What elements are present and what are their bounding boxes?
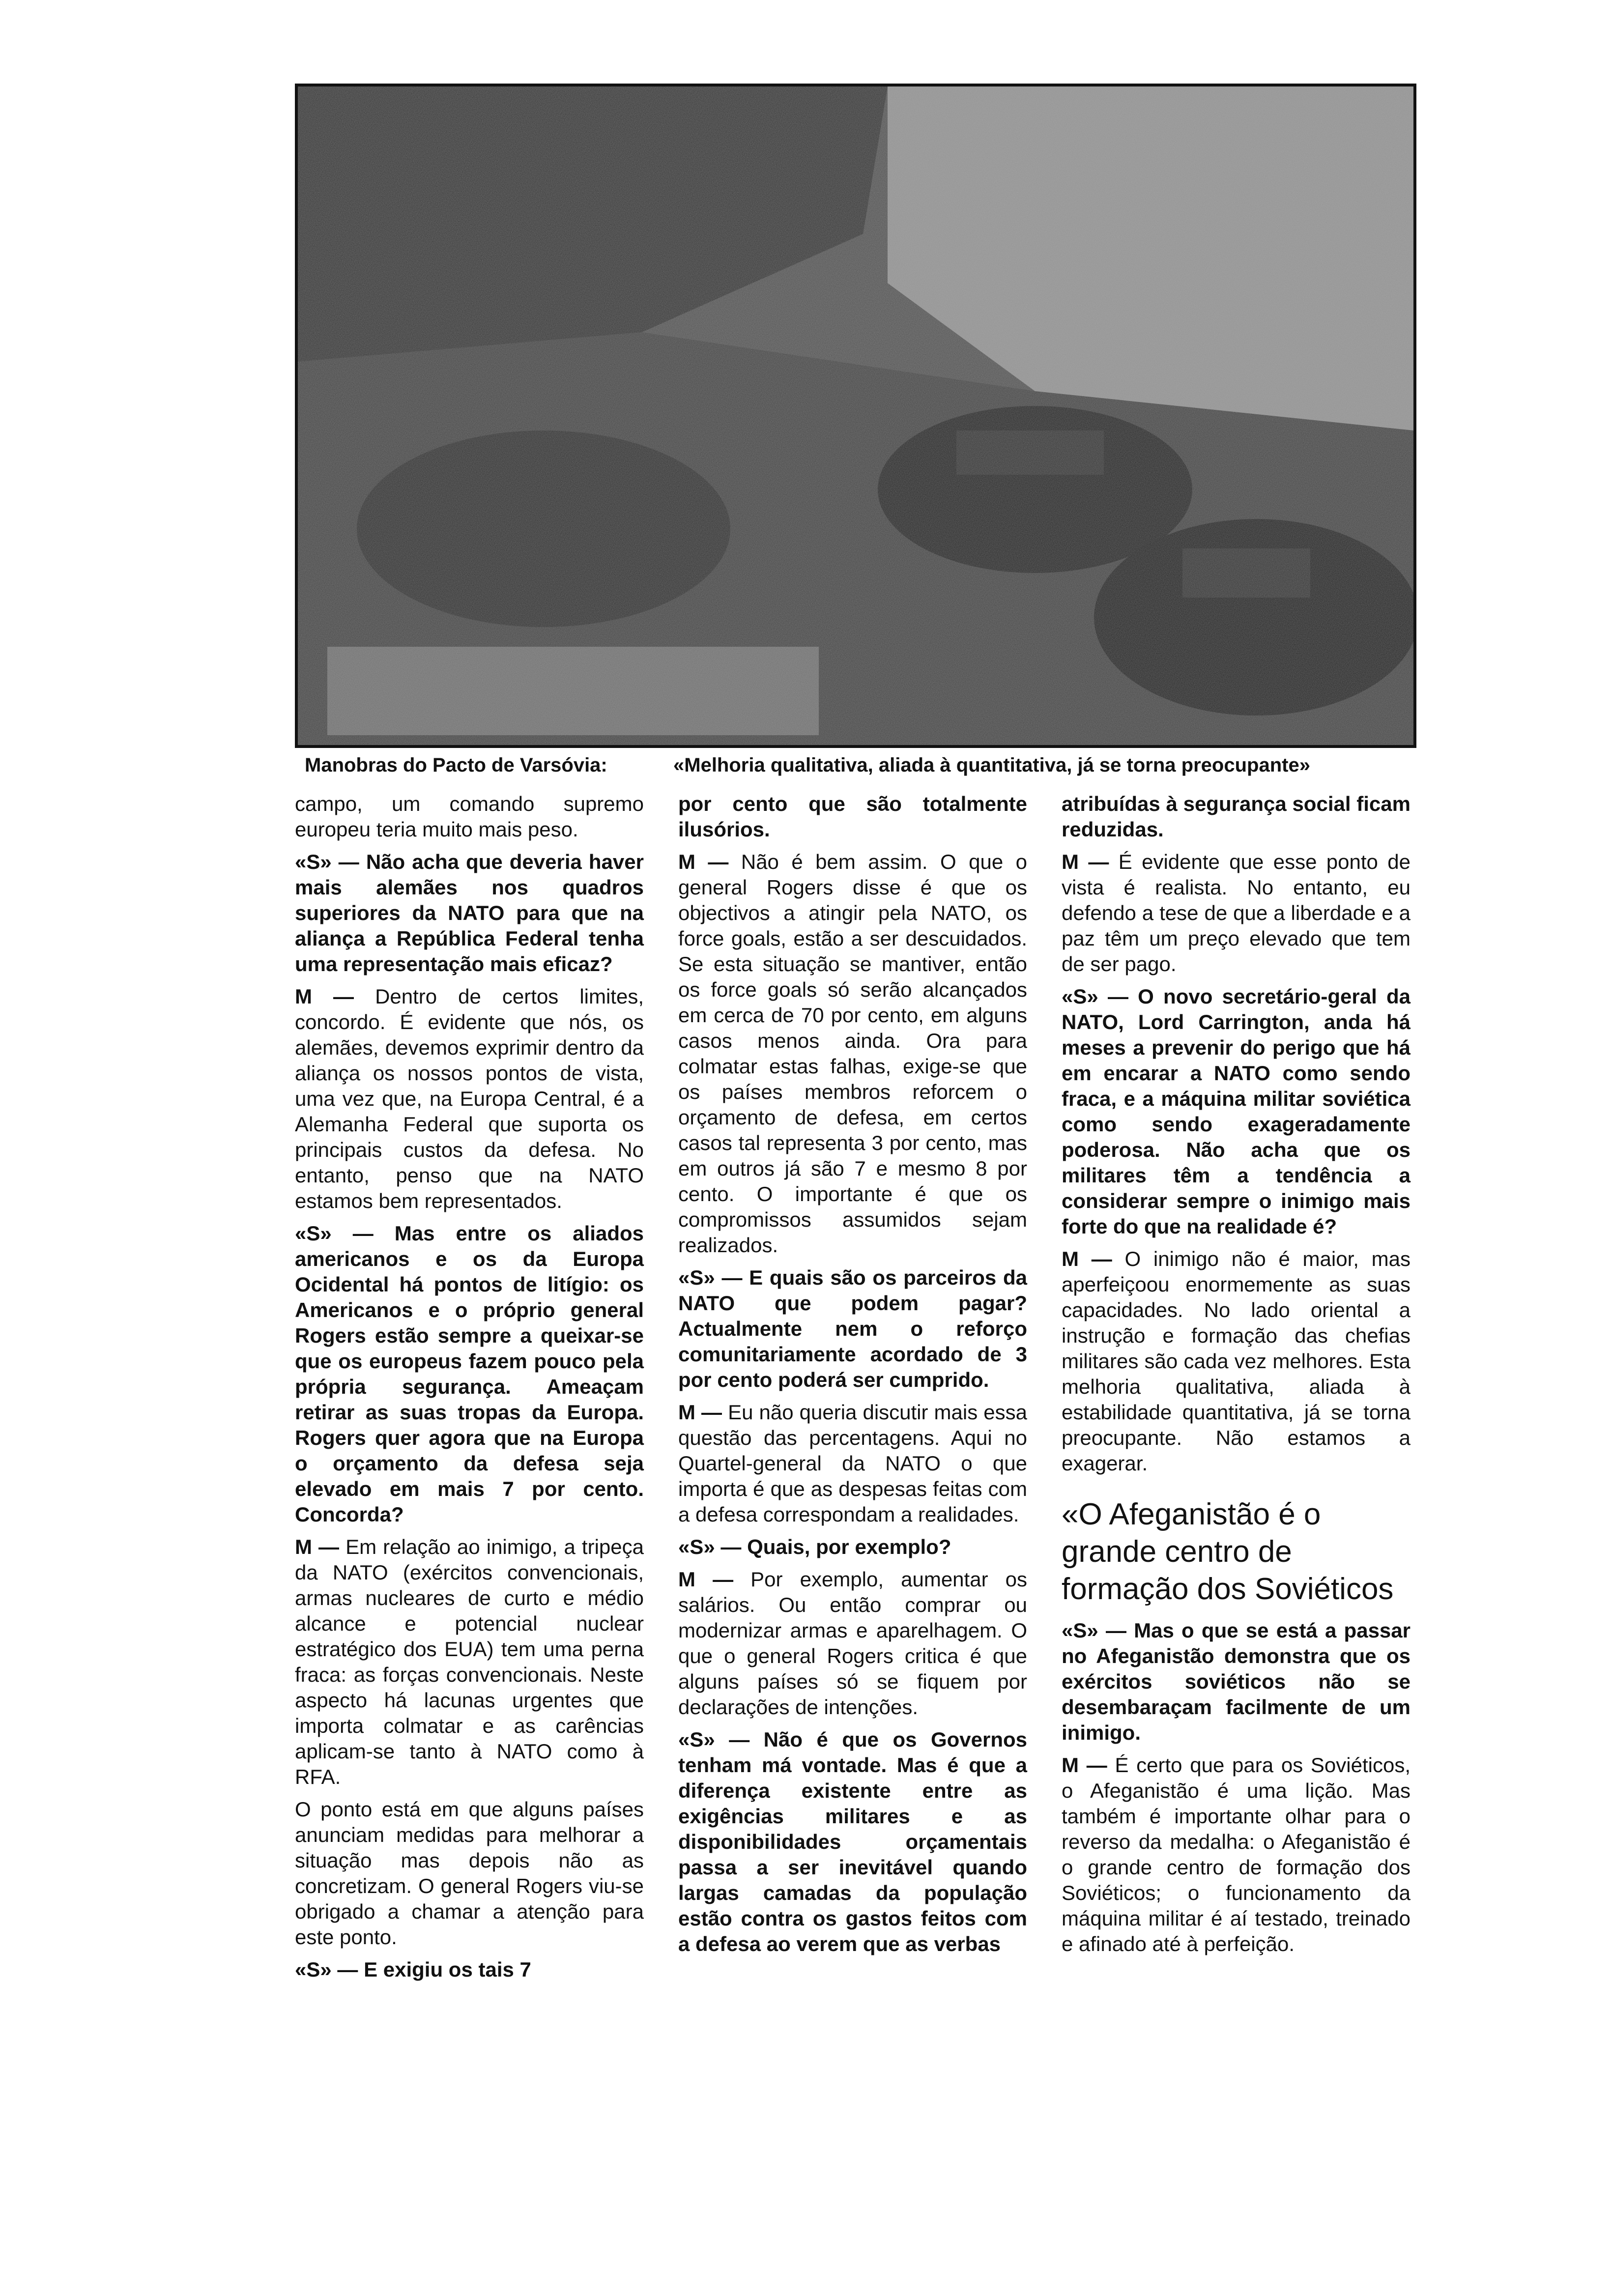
newspaper-clipping (295, 84, 1410, 2236)
interview-answer (1062, 1246, 1410, 1476)
speaker-label: M — (678, 1568, 734, 1591)
interview-answer (1062, 1752, 1410, 1957)
interview-answer (295, 984, 644, 1214)
paragraph-text: O ponto está em que alguns países anunciam medidas para melhorar a situação mas depois não as concretizam. O general Rogers viu-se obrigado a chamar a atenção para este ponto. (295, 1798, 644, 1949)
paragraph-text: Eu não queria discutir mais essa questão das percentagens. Aqui no Quartel-general da NATO o que importa é que as despesas feitas com a defesa correspondam a realidades. (678, 1401, 1027, 1526)
interview-question (678, 1534, 1027, 1560)
paragraph-text: «S» — Mas entre os aliados americanos e os da Europa Ocidental há pontos de litígio: os Americanos e o próprio general Rogers estão sempre a queixar-se que os europeus fazem pouco pela própria segurança. Ameaçam retirar as suas tropas da Europa. Rogers quer agora que na Europa o orçamento da defesa seja elevado em mais 7 por cento. Concorda? (295, 1222, 644, 1526)
interview-answer (1062, 849, 1410, 977)
interview-answer (678, 1400, 1027, 1527)
paragraph-text: Em relação ao inimigo, a tripeça da NATO (exércitos convencionais, armas nucleares de curto e médio alcance e potencial nuclear estratégico dos EUA) tem uma perna fraca: as forças convencionais. Neste aspecto há lacunas urgentes que importa colmatar e as carências aplicam-se tanto à NATO como à RFA. (295, 1535, 644, 1788)
interview-question (1062, 791, 1410, 842)
speaker-label: M — (295, 985, 354, 1008)
paragraph-text: É evidente que esse ponto de vista é realista. No entanto, eu defendo a tese de que a liberdade e a paz têm um preço elevado que tem de ser pago. (1062, 850, 1411, 976)
paragraph-text: É certo que para os Soviéticos, o Afeganistão é uma lição. Mas também é importante olhar para o reverso da medalha: o Afeganistão é o grande centro de formação dos Soviéticos; o funcionamento da máquina militar é aí testado, treinado e afinado até à perfeição. (1062, 1753, 1410, 1955)
paragraph-text: «S» — E exigiu os tais 7 (295, 1958, 531, 1981)
speaker-label: M — (1062, 1753, 1107, 1777)
interview-answer (295, 1534, 644, 1790)
paragraph-text: Não é bem assim. O que o general Rogers disse é que os objectivos a atingir pela NATO, os force goals, estão a ser descuidados. Se esta situação se mantiver, então os force goals só serão alcançados em cerca de 70 por cento, em alguns casos menos ainda. Ora para colmatar estas falhas, exige-se que os países membros reforcem o orçamento de defesa, em certos casos tal representa 3 por cento, mas em outros já são 7 e mesmo 8 por cento. O importante é que os compromissos assumidos sejam realizados. (678, 850, 1027, 1257)
interview-question (1062, 984, 1410, 1239)
interview-question (1062, 1618, 1410, 1746)
speaker-label: M — (1062, 1247, 1112, 1270)
interview-question (678, 1265, 1027, 1393)
interview-question (295, 1221, 644, 1527)
paragraph-text: «S» — Não é que os Governos tenham má vontade. Mas é que a diferença existente entre as exigências militares e as disponibilidades orçamentais passa a ser inevitável quando largas camadas da população estão contra os gastos feitos com a defesa ao verem que as verbas (678, 1728, 1027, 1955)
interview-answer (295, 1797, 644, 1950)
paragraph-text: «S» — O novo secretário-geral da NATO, Lord Carrington, anda há meses a prevenir do perigo que há em encarar a NATO como sendo fraca, e a máquina militar soviética como sendo exageradamente poderosa. Não acha que os militares têm a tendência a considerar sempre o inimigo mais forte do que na realidade é? (1062, 985, 1410, 1238)
paragraph-text: campo, um comando supremo europeu teria muito mais peso. (295, 792, 644, 841)
paragraph-text: «S» — E quais são os parceiros da NATO que podem pagar? Actualmente nem o reforço comunitariamente acordado de 3 por cento poderá ser cumprido. (678, 1266, 1027, 1391)
interview-answer (295, 791, 644, 842)
news-photo (295, 84, 1416, 748)
text-column-1 (295, 791, 644, 1989)
speaker-label: M — (678, 850, 729, 873)
interview-question (678, 1727, 1027, 1957)
speaker-label: M — (678, 1401, 722, 1424)
interview-question (295, 849, 644, 977)
text-column-2 (678, 791, 1027, 1964)
photo-image (298, 86, 1413, 745)
photo-caption (305, 748, 1410, 782)
paragraph-text: O inimigo não é maior, mas aperfeiçoou enormemente as suas capacidades. No lado oriental a instrução e formação das chefias militares são cada vez melhores. Esta melhoria qualitativa, aliada à estabilidade quantitativa, já se torna preocupante. Não estamos a exagerar. (1062, 1247, 1411, 1475)
interview-answer (678, 849, 1027, 1258)
caption-left: Manobras do Pacto de Varsóvia: (305, 754, 607, 776)
interview-question (295, 1957, 644, 1982)
section-heading: «O Afeganistão é o grande centro de formação dos Soviéticos (1062, 1497, 1394, 1606)
speaker-label: M — (295, 1535, 340, 1558)
caption-right: «Melhoria qualitativa, aliada à quantitativa, já se torna preocupante» (673, 754, 1310, 776)
paragraph-text: Por exemplo, aumentar os salários. Ou então comprar ou modernizar armas e aparelhagem. O que o general Rogers critica é que alguns países só se fiquem por declarações de intenções. (678, 1568, 1028, 1719)
paragraph-text: «S» — Quais, por exemplo? (678, 1535, 951, 1558)
interview-question (678, 791, 1027, 842)
speaker-label: M — (1062, 850, 1109, 873)
paragraph-text: por cento que são totalmente ilusórios. (678, 792, 1027, 841)
text-column-3 (1062, 791, 1410, 1964)
paragraph-text: Dentro de certos limites, concordo. É evidente que nós, os alemães, devemos exprimir dentro da aliança os nossos pontos de vista, uma vez que, na Europa Central, é a Alemanha Federal que suporta os principais custos da defesa. No entanto, penso que na NATO estamos bem representados. (295, 985, 644, 1212)
paragraph-text: «S» — Não acha que deveria haver mais alemães nos quadros superiores da NATO para que na aliança a República Federal tenha uma representação mais eficaz? (295, 850, 644, 976)
interview-answer (678, 1567, 1027, 1720)
paragraph-text: atribuídas à segurança social ficam reduzidas. (1062, 792, 1410, 841)
paragraph-text: «S» — Mas o que se está a passar no Afeganistão demonstra que os exércitos soviéticos não se desembaraçam facilmente de um inimigo. (1062, 1619, 1410, 1744)
